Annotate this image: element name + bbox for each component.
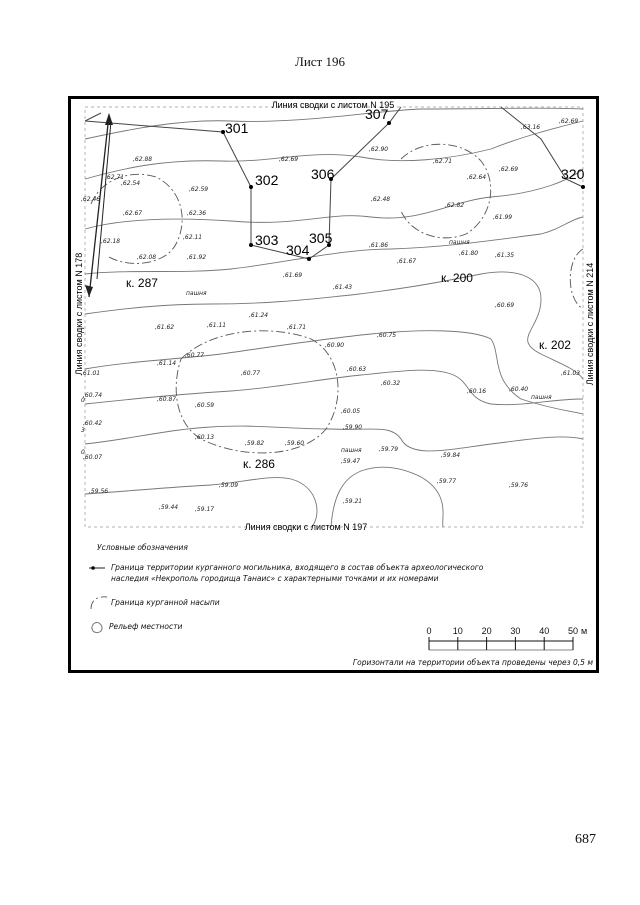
edge-label-top: Линия сводки с листом N 195 bbox=[271, 100, 395, 110]
elevation-label: ,59.47 bbox=[341, 458, 361, 465]
elevation-label: ,62.82 bbox=[445, 202, 465, 209]
elevation-label: ,61.69 bbox=[283, 272, 303, 279]
elevation-label: ,60.13 bbox=[195, 434, 215, 441]
point-label: 303 bbox=[255, 232, 279, 248]
elevation-label: ,59.17 bbox=[195, 506, 215, 513]
mound-boundaries bbox=[91, 144, 583, 453]
edge-mark: 0 bbox=[81, 449, 85, 456]
legend-item-boundary-cont: наследия «Некрополь городища Танаис» с характерными точками и их номерами bbox=[111, 574, 439, 583]
elevation-label: ,60.77 bbox=[185, 352, 205, 359]
elevation-label: ,62.11 bbox=[183, 234, 203, 241]
legend-item-boundary: Граница территории курганного могильника, входящего в состав объекта археологического bbox=[111, 563, 484, 572]
elevation-label: ,61.11 bbox=[207, 322, 227, 329]
legend-note: Горизонтали на территории объекта проведены через 0,5 м bbox=[352, 658, 593, 667]
scale-bar bbox=[426, 626, 587, 650]
elevation-label: ,62.46 bbox=[81, 196, 101, 203]
elevation-label: ,61.92 bbox=[187, 254, 207, 261]
kurgan-label: к. 202 bbox=[539, 338, 571, 352]
elevation-label: ,60.07 bbox=[83, 454, 103, 461]
elevation-label: ,61.67 bbox=[397, 258, 417, 265]
elevation-label: ,59.84 bbox=[441, 452, 461, 459]
elevation-label: ,61.24 bbox=[249, 312, 269, 319]
elevation-label: ,61.62 bbox=[155, 324, 175, 331]
svg-text:20: 20 bbox=[481, 626, 492, 636]
elevation-label: ,59.60 bbox=[285, 440, 305, 447]
legend-title: Условные обозначения bbox=[97, 543, 188, 552]
kurgan-label: к. 287 bbox=[126, 276, 158, 290]
kurgan-label: к. 286 bbox=[243, 457, 275, 471]
elevation-label: ,60.40 bbox=[509, 386, 529, 393]
point-label: 301 bbox=[225, 120, 249, 136]
elevation-label: ,61.80 bbox=[459, 250, 479, 257]
elevation-label: ,60.87 bbox=[157, 396, 177, 403]
elevation-label: ,60.42 bbox=[83, 420, 103, 427]
elevation-label: ,62.88 bbox=[133, 156, 153, 163]
point-label: 320 bbox=[561, 166, 585, 182]
elevation-label: ,61.01 bbox=[81, 370, 101, 377]
legend-item-mound: Граница курганной насыпи bbox=[111, 598, 220, 607]
elevation-label: ,62.36 bbox=[187, 210, 207, 217]
elevation-label: ,62.59 bbox=[189, 186, 209, 193]
elevation-label: ,59.44 bbox=[159, 504, 179, 511]
elevation-label: ,60.74 bbox=[83, 392, 103, 399]
elevation-label: ,62.54 bbox=[121, 180, 141, 187]
elevation-label: ,59.56 bbox=[89, 488, 109, 495]
elevation-label: ,62.48 bbox=[371, 196, 391, 203]
elevation-label: ,61.03 bbox=[561, 370, 581, 377]
elevation-label: ,61.99 bbox=[493, 214, 513, 221]
object-boundary bbox=[85, 107, 585, 297]
elevation-label: ,59.21 bbox=[343, 498, 363, 505]
kurgan-label: к. 200 bbox=[441, 271, 473, 285]
elevation-label: ,59.79 bbox=[379, 446, 399, 453]
edge-label-left: Линия сводки с листом N 178 bbox=[74, 252, 84, 376]
point-label: 302 bbox=[255, 172, 279, 188]
edge-label-right: Линия сводки с листом N 214 bbox=[585, 262, 595, 386]
page-number: 687 bbox=[575, 832, 596, 847]
map-frame bbox=[68, 96, 599, 673]
elevation-label: ,60.77 bbox=[241, 370, 261, 377]
point-label: 305 bbox=[309, 230, 333, 246]
elevation-label: ,62.67 bbox=[123, 210, 143, 217]
relief-symbol-icon bbox=[92, 623, 102, 633]
elevation-label: ,59.90 bbox=[343, 424, 363, 431]
elevation-label: ,62.90 bbox=[369, 146, 389, 153]
elevation-label: ,59.09 bbox=[219, 482, 239, 489]
elevation-label: ,59.76 bbox=[509, 482, 529, 489]
point-label: 306 bbox=[311, 166, 335, 182]
elevation-label: ,62.18 bbox=[101, 238, 121, 245]
elevation-label: ,62.64 bbox=[467, 174, 487, 181]
svg-text:30: 30 bbox=[510, 626, 521, 636]
elevation-label: ,60.59 bbox=[195, 402, 215, 409]
elevation-label: ,62.71 bbox=[105, 174, 125, 181]
legend-item-relief: Рельеф местности bbox=[109, 622, 183, 631]
svg-text:40: 40 bbox=[539, 626, 550, 636]
svg-text:м: м bbox=[581, 626, 588, 636]
mound-symbol-icon bbox=[91, 597, 107, 609]
sheet-title: Лист 196 bbox=[295, 54, 345, 69]
topographic-map bbox=[71, 99, 596, 670]
elevation-label: ,60.63 bbox=[347, 366, 367, 373]
edge-mark: 0 bbox=[81, 397, 85, 404]
elevation-label: ,59.77 bbox=[437, 478, 457, 485]
elevation-label: ,59.82 bbox=[245, 440, 265, 447]
legend bbox=[89, 543, 593, 667]
elevation-label: ,62.71 bbox=[433, 158, 453, 165]
svg-text:0: 0 bbox=[426, 626, 432, 636]
elevation-label: ,63.16 bbox=[521, 124, 541, 131]
elevation-label: ,60.32 bbox=[381, 380, 401, 387]
elevation-label: ,60.69 bbox=[495, 302, 515, 309]
elevation-label: ,61.86 bbox=[369, 242, 389, 249]
elevation-label: ,62.69 bbox=[499, 166, 519, 173]
elevation-label: ,61.71 bbox=[287, 324, 307, 331]
elevation-label: ,62.69 bbox=[559, 118, 579, 125]
elevation-label: ,62.69 bbox=[279, 156, 299, 163]
svg-text:10: 10 bbox=[452, 626, 463, 636]
ploughland-label: пашня bbox=[449, 239, 470, 246]
edge-label-bottom: Линия сводки с листом N 197 bbox=[244, 522, 368, 532]
elevation-label: ,60.90 bbox=[325, 342, 345, 349]
ploughland-label: пашня bbox=[531, 394, 552, 401]
elevation-label: ,60.05 bbox=[341, 408, 361, 415]
elevation-label: ,60.16 bbox=[467, 388, 487, 395]
elevation-label: ,61.43 bbox=[333, 284, 353, 291]
point-label: 304 bbox=[286, 242, 310, 258]
svg-text:50: 50 bbox=[567, 626, 579, 636]
edge-mark: 3 bbox=[81, 427, 85, 434]
point-label: 307 bbox=[365, 106, 389, 122]
elevation-label: ,62.08 bbox=[137, 254, 157, 261]
elevation-label: ,60.75 bbox=[377, 332, 397, 339]
ploughland-label: пашня bbox=[341, 447, 362, 454]
ploughland-label: пашня bbox=[186, 290, 207, 297]
elevation-label: ,61.35 bbox=[495, 252, 515, 259]
elevation-label: ,61.14 bbox=[157, 360, 177, 367]
